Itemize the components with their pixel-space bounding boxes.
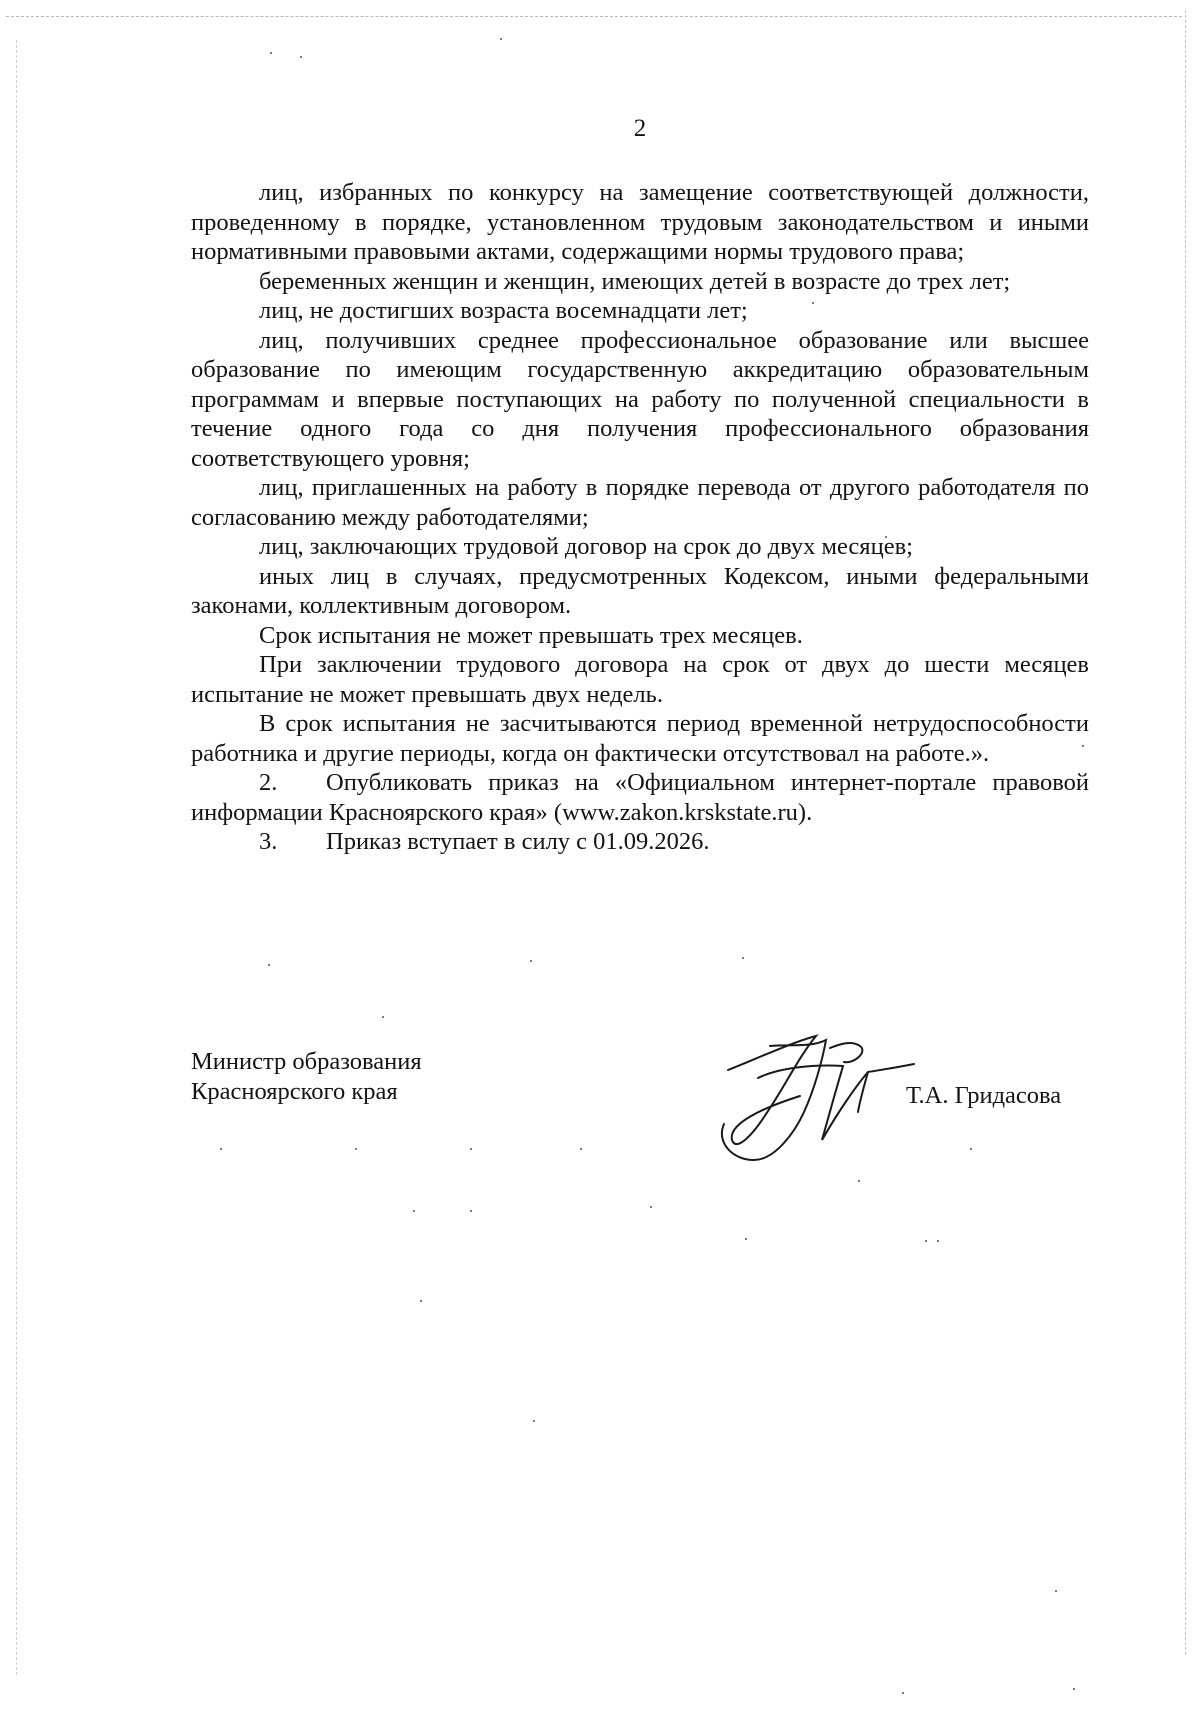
scan-speck — [470, 1148, 472, 1150]
paragraph: лиц, не достигших возраста восемнадцати лет; — [259, 297, 748, 324]
scan-speck — [1073, 1688, 1075, 1690]
scan-speck — [300, 56, 302, 58]
signer-position-line: Красноярского края — [191, 1078, 398, 1105]
scan-speck — [902, 1692, 904, 1694]
paragraph: При заключении трудового договора на срок от двух до шести месяцев испытание не может превышать двух недель. — [191, 651, 1089, 708]
scan-speck — [925, 1240, 927, 1242]
page-number: 2 — [633, 115, 647, 142]
paragraph: лиц, приглашенных на работу в порядке перевода от другого работодателя по согласованию между работодателями; — [191, 474, 1089, 531]
scan-speck — [858, 1180, 860, 1182]
scan-speck — [970, 1148, 972, 1150]
scan-speck — [470, 1210, 472, 1212]
scan-speck — [220, 1148, 222, 1150]
scan-speck — [420, 1300, 422, 1302]
signer-position-line: Министр образования — [191, 1048, 422, 1075]
scan-speck — [268, 964, 270, 966]
scan-speck — [413, 1210, 415, 1212]
scan-speck — [937, 1240, 939, 1242]
paragraph: лиц, заключающих трудовой договор на срок до двух месяцев; — [259, 533, 913, 560]
item-text: Приказ вступает в силу с 01.09.2026. — [326, 828, 710, 855]
scan-speck — [500, 38, 502, 40]
paragraph: лиц, получивших среднее профессиональное образование или высшее образование по имеющим государственную аккредитацию образовательным программам и впервые поступающих на работу по полученной специальности в течение одного года со дня получения профессионального образования соответствующего уровня; — [191, 326, 1089, 472]
scan-speck — [580, 1148, 582, 1150]
scan-speck — [745, 1238, 747, 1240]
scan-speck — [650, 1206, 652, 1208]
paragraph: В срок испытания не засчитываются период временной нетрудоспособности работника и другие периоды, когда он фактически отсутствовал на работе.». — [191, 710, 1089, 767]
scan-speck — [1055, 1590, 1057, 1592]
scan-speck — [742, 957, 744, 959]
paragraph: беременных женщин и женщин, имеющих детей в возрасте до трех лет; — [259, 267, 1011, 295]
item-number: 3. — [259, 828, 278, 855]
item-number: 2. — [259, 769, 278, 796]
order-text — [191, 178, 1089, 857]
item-text: Опубликовать приказ на «Официальном интернет-портале правовой информации Красноярского края» (www.zakon.krskstate.ru). — [191, 769, 1089, 826]
scan-edge-left — [16, 40, 17, 1675]
paragraph: иных лиц в случаях, предусмотренных Кодексом, иными федеральными законами, коллективным договором. — [191, 562, 1089, 619]
scan-speck — [355, 1148, 357, 1150]
numbered-item — [191, 827, 1089, 857]
scan-edge-right — [1185, 10, 1186, 1655]
scan-speck — [382, 1016, 384, 1018]
scan-edge-top — [6, 16, 1182, 17]
scan-speck — [530, 960, 532, 962]
paragraph: Срок испытания не может превышать трех месяцев. — [259, 621, 803, 649]
paragraph: лиц, избранных по конкурсу на замещение соответствующей должности, проведенному в порядке, установленном трудовым законодательством и иными нормативными правовыми актами, содержащими нормы трудового права; — [191, 179, 1089, 265]
handwritten-signature — [718, 1028, 918, 1168]
scan-speck — [270, 52, 272, 54]
signer-position — [191, 1047, 511, 1107]
scan-speck — [533, 1420, 535, 1422]
numbered-item — [191, 768, 1089, 827]
signer-name: Т.А. Гридасова — [906, 1082, 1062, 1109]
